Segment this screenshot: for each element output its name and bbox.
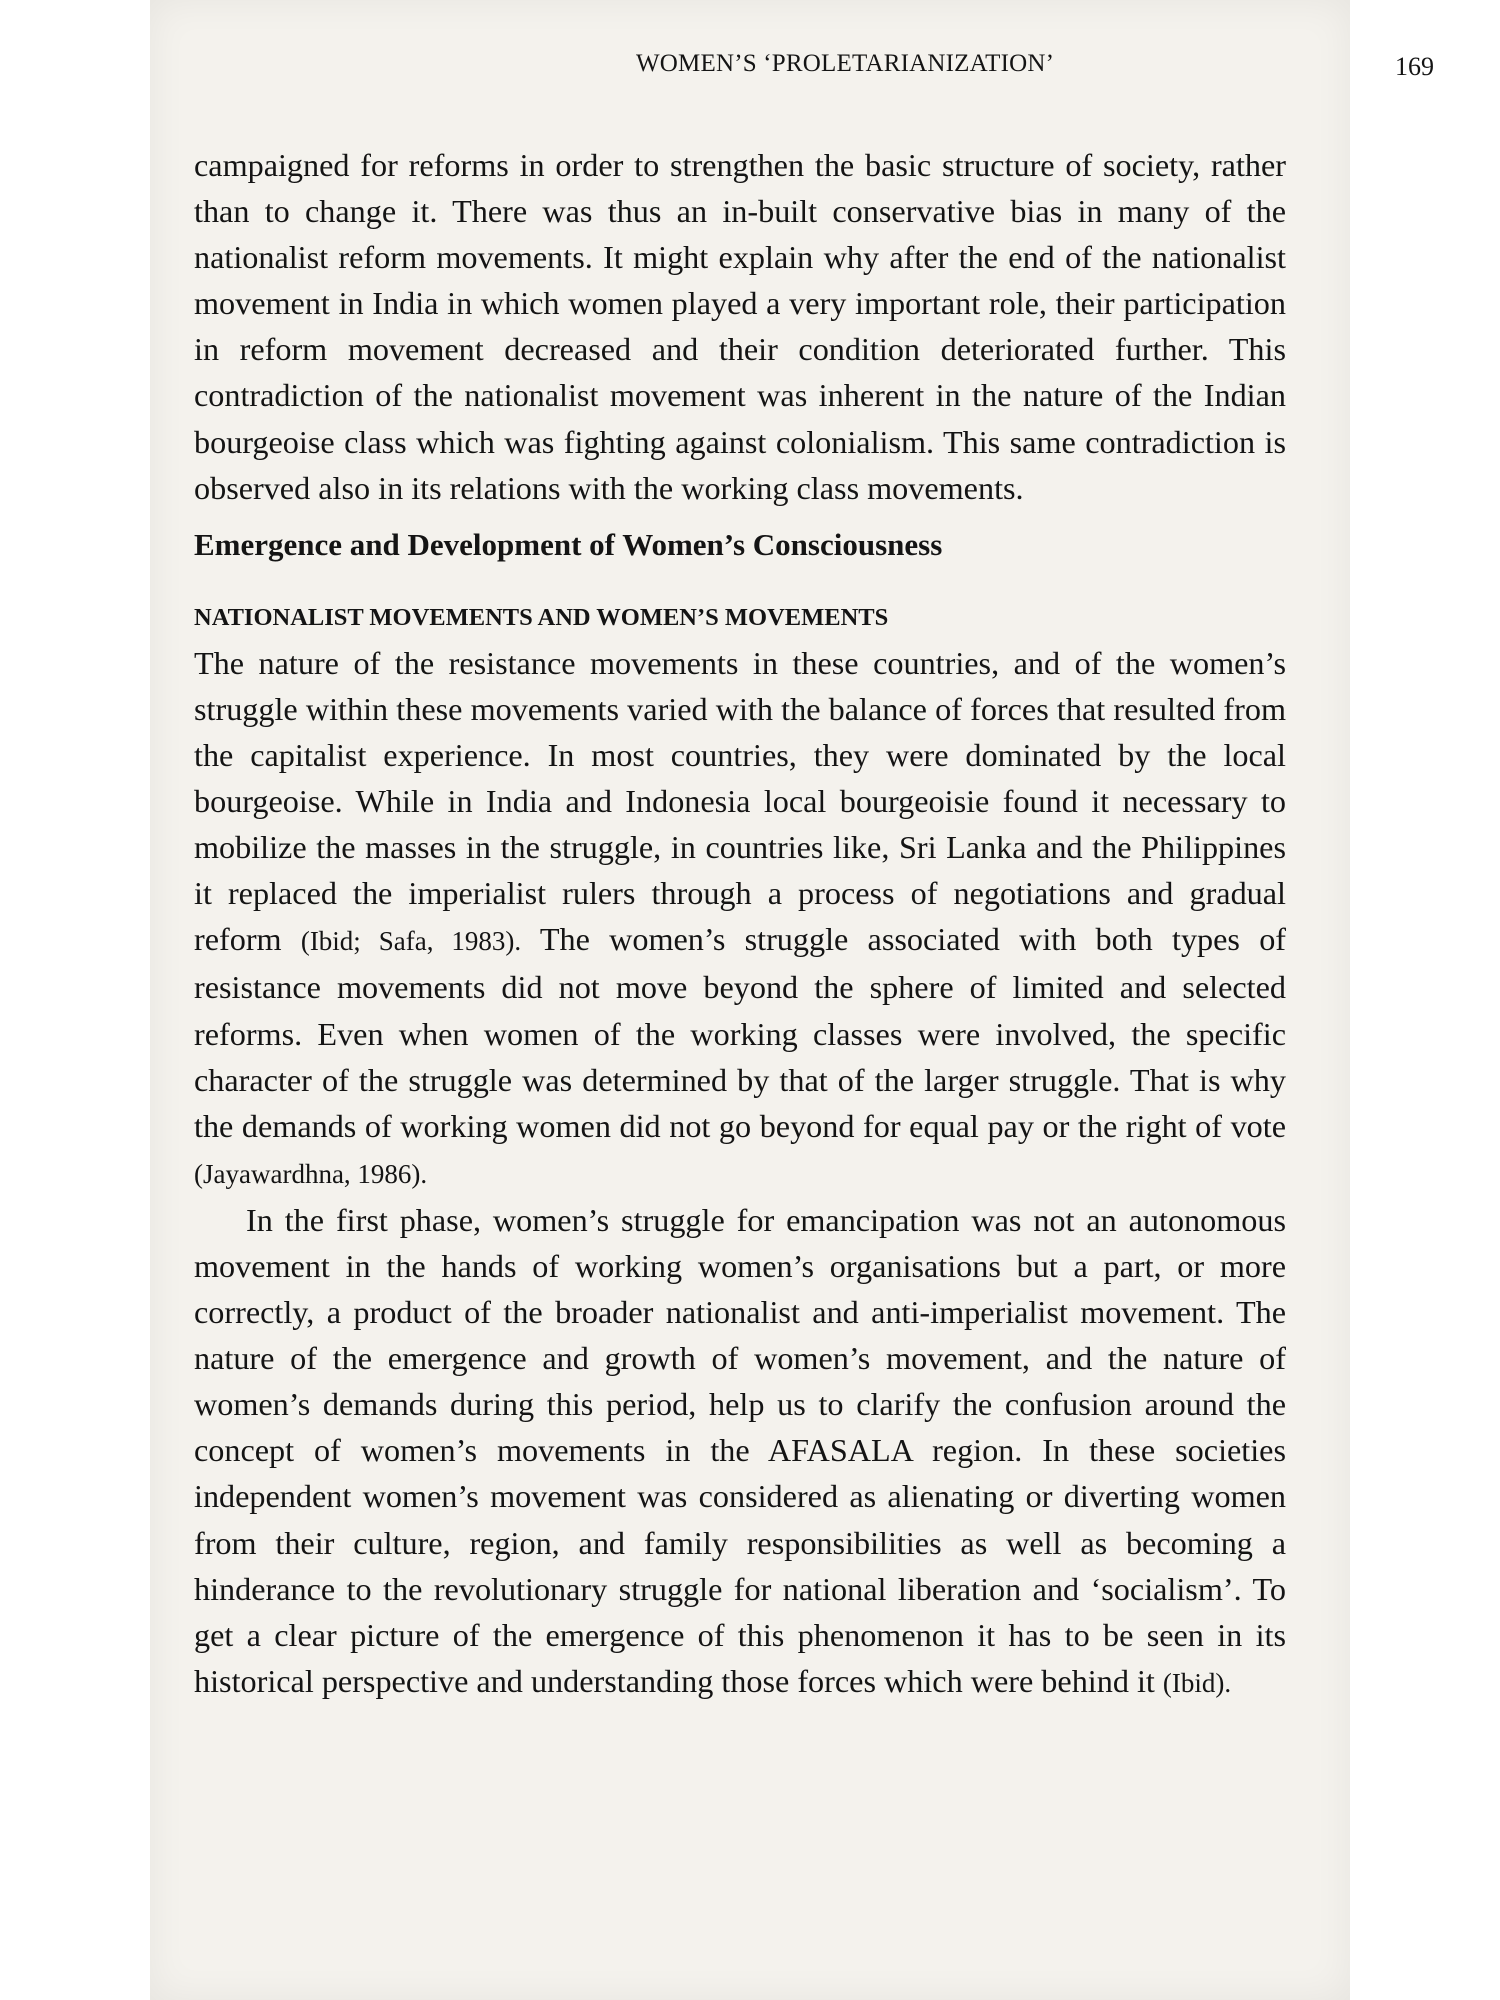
citation-jayawardhna: (Jayawardhna, 1986). [194, 1158, 428, 1189]
paragraph-2-text-a: The nature of the resistance movements in these countries, and of the women’s struggle within these movements varied with the balance of forces that resulted from the capitalist experience. In most countries, they were dominated by the local bourgeoise. While in India and Indonesia local bourgeoisie found it necessary to mobilize the masses in the struggle, in countries like, Sri Lanka and the Philippines it replaced the imperialist rulers through a process of negotiations and gradual reform [194, 644, 1286, 958]
section-heading: Emergence and Development of Women’s Consciousness [194, 526, 943, 562]
paragraph-2 [194, 640, 1286, 1197]
paragraph-3-text: In the first phase, women’s struggle for emancipation was not an autonomous movement in the hands of working women’s organisations but a part, or more correctly, a product of the broader nationalist and anti-imperialist movement. The nature of the emergence and growth of women’s movement, and the nature of women’s demands during this period, help us to clarify the confusion around the concept of women’s movements in the AFASALA region. In these societies independent women’s movement was considered as alienating or diverting women from their culture, region, and family responsibilities as well as becoming a hinderance to the revolutionary struggle for national liberation and ‘socialism’. To get a clear picture of the emergence of this phenomenon it has to be seen in its historical perspective and understanding those forces which were behind it [194, 1201, 1286, 1699]
paragraph-3 [194, 1197, 1286, 1706]
running-head: WOMEN’S ‘PROLETARIANIZATION’ [636, 50, 1055, 77]
subheading: NATIONALIST MOVEMENTS AND WOMEN’S MOVEMENTS [194, 603, 889, 631]
paragraph-2-text-b: The women’s struggle associated with both types of resistance movements did not move beyond the sphere of limited and selected reforms. Even when women of the working classes were involved, the specific character of the struggle was determined by that of the larger struggle. That is why the demands of working women did not go beyond for equal pay or the right of vote [194, 921, 1287, 1144]
citation-ibid: (Ibid). [1162, 1667, 1232, 1698]
citation-ibid-safa: (Ibid; Safa, 1983). [300, 926, 522, 957]
paragraph-1: campaigned for reforms in order to strengthen the basic structure of society, rather than to change it. There was thus an in-built conservative bias in many of the nationalist reform movements. It might explain why after the end of the nationalist movement in India in which women played a very important role, their participation in reform movement decreased and their condition deteriorated further. This contradiction of the nationalist movement was inherent in the nature of the Indian bourgeoise class which was fighting against colonialism. This same contradiction is observed also in its relations with the working class movements. [194, 147, 1286, 506]
page-number: 169 [1395, 52, 1434, 81]
body-text [194, 142, 1286, 1706]
